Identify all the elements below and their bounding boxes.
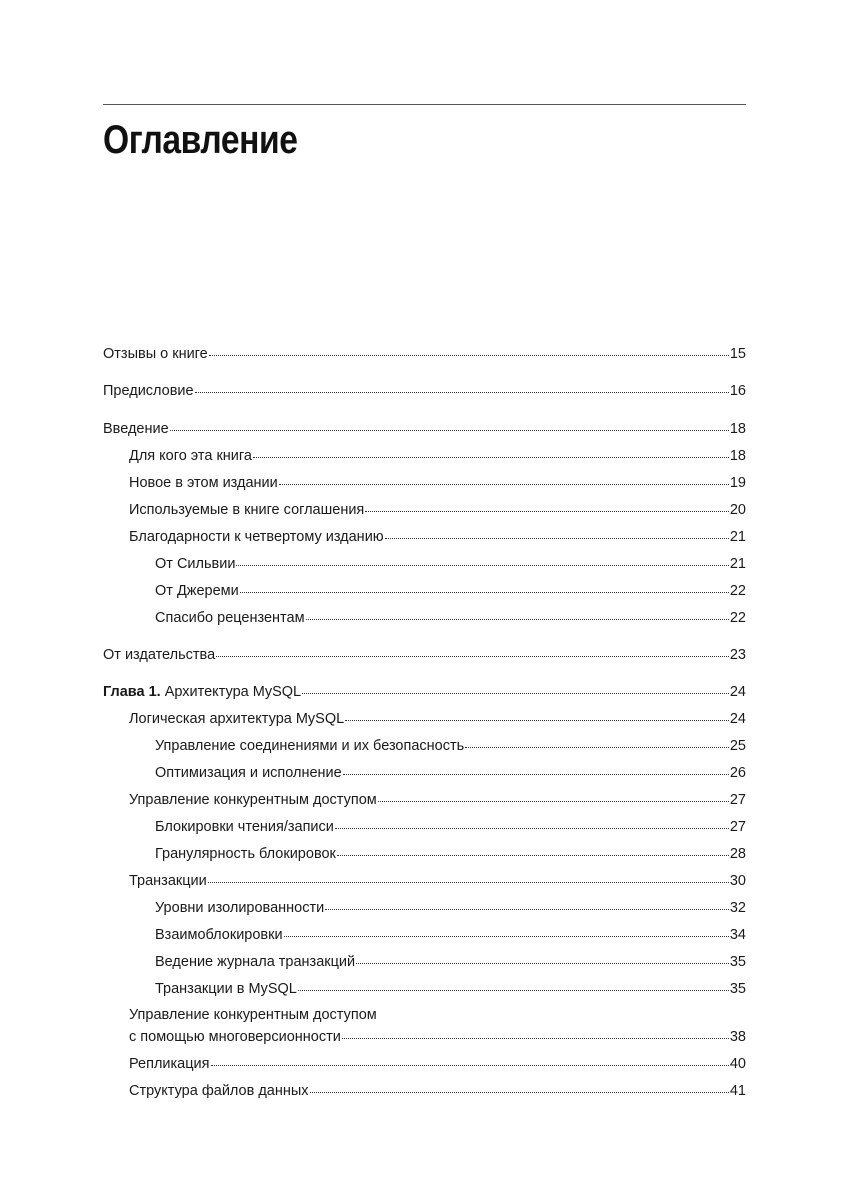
toc-entry-title: Уровни изолированности (155, 900, 325, 916)
dot-leader (211, 1064, 729, 1066)
toc-entry[interactable] (155, 842, 746, 866)
dot-leader (465, 746, 729, 748)
page-number: 22 (729, 610, 746, 626)
page-number: 26 (729, 765, 746, 781)
page-number: 27 (729, 819, 746, 835)
chapter-number: Глава 1. (103, 684, 161, 700)
toc-entry-title: От Сильвии (155, 556, 236, 572)
toc-entry[interactable] (129, 788, 746, 812)
dot-leader (209, 354, 729, 356)
page-number: 40 (729, 1056, 746, 1072)
dot-leader (236, 564, 728, 566)
page-number: 28 (729, 846, 746, 862)
toc-entry[interactable] (129, 1052, 746, 1076)
page-number: 35 (729, 981, 746, 997)
dot-leader (298, 989, 729, 991)
toc-entry-title: Новое в этом издании (129, 475, 278, 491)
toc-entry[interactable] (155, 606, 746, 630)
toc-entry[interactable] (103, 680, 746, 704)
toc-entry-title: Взаимоблокировки (155, 927, 283, 943)
page-number: 41 (729, 1083, 746, 1099)
page-number: 24 (729, 711, 746, 727)
page-number: 24 (729, 684, 746, 700)
page-number: 32 (729, 900, 746, 916)
page-number: 27 (729, 792, 746, 808)
dot-leader (310, 1091, 729, 1093)
toc-entry[interactable] (103, 417, 746, 441)
toc-entry-title: Транзакции (129, 873, 207, 889)
page-number: 21 (729, 529, 746, 545)
page-number: 16 (729, 383, 746, 399)
page-number: 18 (729, 421, 746, 437)
toc-entry-title: От издательства (103, 647, 216, 663)
dot-leader (253, 456, 729, 458)
page-number: 25 (729, 738, 746, 754)
chapter-title: Архитектура MySQL (164, 684, 302, 700)
toc-entry-title: Управление соединениями и их безопасность (155, 738, 465, 754)
toc-entry-title: Используемые в книге соглашения (129, 502, 365, 518)
page-number: 35 (729, 954, 746, 970)
toc-entry-title: Управление конкурентным доступом (129, 792, 377, 808)
dot-leader (284, 935, 729, 937)
page-number: 30 (729, 873, 746, 889)
dot-leader (335, 827, 729, 829)
toc-entry-title-line1: Управление конкурентным доступом (129, 1007, 377, 1023)
toc-entry[interactable] (129, 525, 746, 549)
dot-leader (216, 655, 729, 657)
dot-leader (343, 773, 729, 775)
toc-entry-title: Блокировки чтения/записи (155, 819, 334, 835)
toc-entry-title: Предисловие (103, 383, 194, 399)
toc-entry[interactable] (129, 471, 746, 495)
toc-entry[interactable] (103, 379, 746, 403)
dot-leader (325, 908, 729, 910)
toc-entry[interactable] (129, 1025, 746, 1049)
toc-entry[interactable] (155, 552, 746, 576)
page-number: 19 (729, 475, 746, 491)
toc-entry[interactable] (103, 342, 746, 366)
toc-entry-title: Введение (103, 421, 169, 437)
toc-entry-title: Ведение журнала транзакций (155, 954, 356, 970)
toc-entry-title: Спасибо рецензентам (155, 610, 305, 626)
toc-entry-title (103, 680, 301, 704)
toc-entry[interactable] (155, 761, 746, 785)
page-number: 22 (729, 583, 746, 599)
toc-entry-title: с помощью многоверсионности (129, 1029, 341, 1045)
page-number: 18 (729, 448, 746, 464)
dot-leader (342, 1037, 729, 1039)
toc-entry[interactable] (155, 815, 746, 839)
dot-leader (356, 962, 729, 964)
dot-leader (170, 429, 729, 431)
page-title: Оглавление (103, 118, 298, 162)
toc-entry[interactable] (129, 498, 746, 522)
toc-entry[interactable] (129, 707, 746, 731)
dot-leader (279, 483, 729, 485)
dot-leader (337, 854, 729, 856)
top-rule (103, 104, 746, 105)
toc-entry-title: От Джереми (155, 583, 239, 599)
toc-entry-title: Гранулярность блокировок (155, 846, 336, 862)
page-number: 23 (729, 647, 746, 663)
toc-entry-title: Транзакции в MySQL (155, 981, 297, 997)
toc-entry[interactable] (129, 444, 746, 468)
dot-leader (345, 719, 729, 721)
dot-leader (306, 618, 729, 620)
toc-entry-title: Оптимизация и исполнение (155, 765, 342, 781)
toc-entry[interactable] (129, 1079, 746, 1103)
toc-entry-title: Структура файлов данных (129, 1083, 309, 1099)
page-number: 21 (729, 556, 746, 572)
toc-entry-title: Для кого эта книга (129, 448, 252, 464)
toc-entry-title: Отзывы о книге (103, 346, 208, 362)
toc-entry[interactable] (155, 923, 746, 947)
dot-leader (365, 510, 729, 512)
toc-entry-title: Благодарности к четвертому изданию (129, 529, 384, 545)
toc-entry[interactable] (155, 977, 746, 1001)
page-number: 15 (729, 346, 746, 362)
toc-entry[interactable] (155, 950, 746, 974)
toc-entry-title: Репликация (129, 1056, 210, 1072)
page-number: 20 (729, 502, 746, 518)
dot-leader (385, 537, 729, 539)
toc-entry-title: Логическая архитектура MySQL (129, 711, 345, 727)
toc-entry[interactable] (155, 579, 746, 603)
page-number: 34 (729, 927, 746, 943)
dot-leader (378, 800, 729, 802)
dot-leader (208, 881, 729, 883)
toc-entry[interactable] (103, 643, 746, 667)
page-number: 38 (729, 1029, 746, 1045)
dot-leader (195, 391, 729, 393)
toc-entry[interactable] (155, 896, 746, 920)
dot-leader (240, 591, 729, 593)
toc-entry[interactable] (129, 869, 746, 893)
dot-leader (302, 692, 729, 694)
toc-entry[interactable] (155, 734, 746, 758)
